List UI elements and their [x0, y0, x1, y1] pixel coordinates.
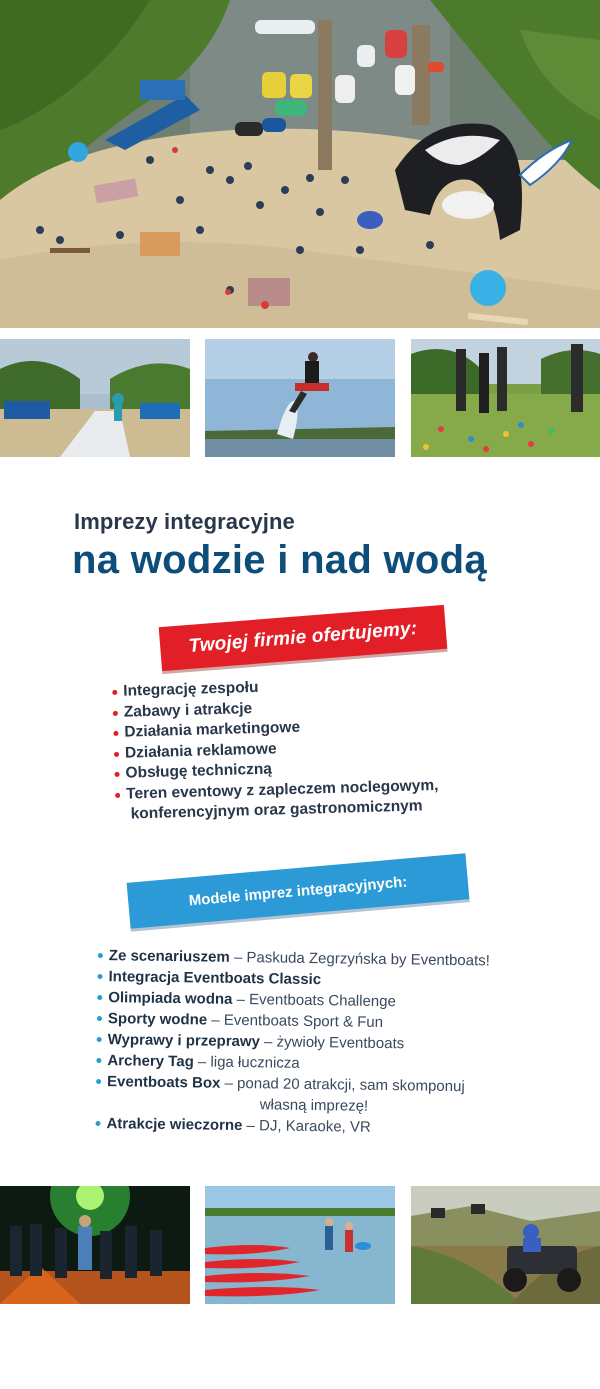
bullet-dot-icon: [114, 751, 119, 756]
bullet-dot-icon: [115, 772, 120, 777]
model-item-desc-continued: własną imprezę!: [259, 1096, 369, 1115]
bullet-dot-icon: [113, 710, 118, 715]
lawn-games-photo: [411, 339, 600, 457]
heading-subtitle: Imprezy integracyjne: [74, 509, 295, 534]
model-item-title: Eventboats Box: [106, 1073, 221, 1092]
kayaks-photo: [205, 1186, 395, 1304]
model-item-title: Wyprawy i przeprawy: [107, 1031, 261, 1051]
bullet-dot-icon: [113, 731, 118, 736]
bullet-dot-icon: [97, 1037, 102, 1042]
model-item-desc: – Eventboats Challenge: [232, 990, 396, 1011]
models-banner-label: Modele imprez integracyjnych:: [188, 872, 408, 910]
model-item-title: Ze scenariuszem: [108, 947, 230, 966]
beach-slide-photo: [0, 339, 190, 457]
model-item-title: Atrakcje wieczorne: [106, 1115, 243, 1135]
quad-bike-photo: [411, 1186, 600, 1304]
bullet-dot-icon: [96, 1058, 101, 1063]
model-item-desc: – żywioły Eventboats: [259, 1033, 405, 1053]
offer-item-text: Działania reklamowe: [124, 739, 277, 762]
hero-aerial-photo: [0, 0, 600, 328]
offer-item-text: Obsługę techniczną: [125, 760, 273, 782]
offer-list: [112, 670, 536, 825]
bullet-dot-icon: [115, 792, 120, 797]
model-item-desc: – ponad 20 atrakcji, sam skomponuj: [220, 1074, 465, 1096]
disco-party-photo: [0, 1186, 190, 1304]
bullet-dot-icon: [97, 995, 102, 1000]
heading-title: na wodzie i nad wodą: [72, 538, 487, 582]
offer-item-text-continued: konferencyjnym oraz gastronomicznym: [130, 797, 423, 823]
bullet-dot-icon: [112, 690, 117, 695]
model-item-desc: – liga łucznicza: [193, 1053, 300, 1072]
offer-item-text: Działania marketingowe: [124, 718, 301, 741]
offer-item-text: Integrację zespołu: [123, 678, 259, 700]
offer-item-text: Teren eventowy z zapleczem noclegowym,: [125, 776, 439, 803]
model-item: [96, 1071, 567, 1120]
bullet-dot-icon: [96, 1079, 101, 1084]
bullet-dot-icon: [98, 974, 103, 979]
offer-banner-label: Twojej firmie ofertujemy:: [187, 618, 419, 657]
model-item-title: Archery Tag: [107, 1052, 194, 1071]
top-photo-row: [0, 339, 600, 457]
model-item-title: Sporty wodne: [107, 1010, 208, 1029]
model-item-title: Integracja Eventboats Classic: [108, 968, 322, 989]
bullet-dot-icon: [98, 953, 103, 958]
models-list: [95, 945, 568, 1141]
model-item-desc: – DJ, Karaoke, VR: [242, 1117, 371, 1136]
bullet-dot-icon: [97, 1016, 102, 1021]
offer-item-text: Zabawy i atrakcje: [123, 699, 253, 721]
model-item-desc: – Paskuda Zegrzyńska by Eventboats!: [229, 948, 490, 970]
model-item-desc: – Eventboats Sport & Fun: [207, 1011, 384, 1031]
flyboard-photo: [205, 339, 395, 457]
bullet-dot-icon: [95, 1121, 100, 1126]
model-item-title: Olimpiada wodna: [108, 989, 233, 1008]
bottom-photo-row: [0, 1186, 600, 1304]
